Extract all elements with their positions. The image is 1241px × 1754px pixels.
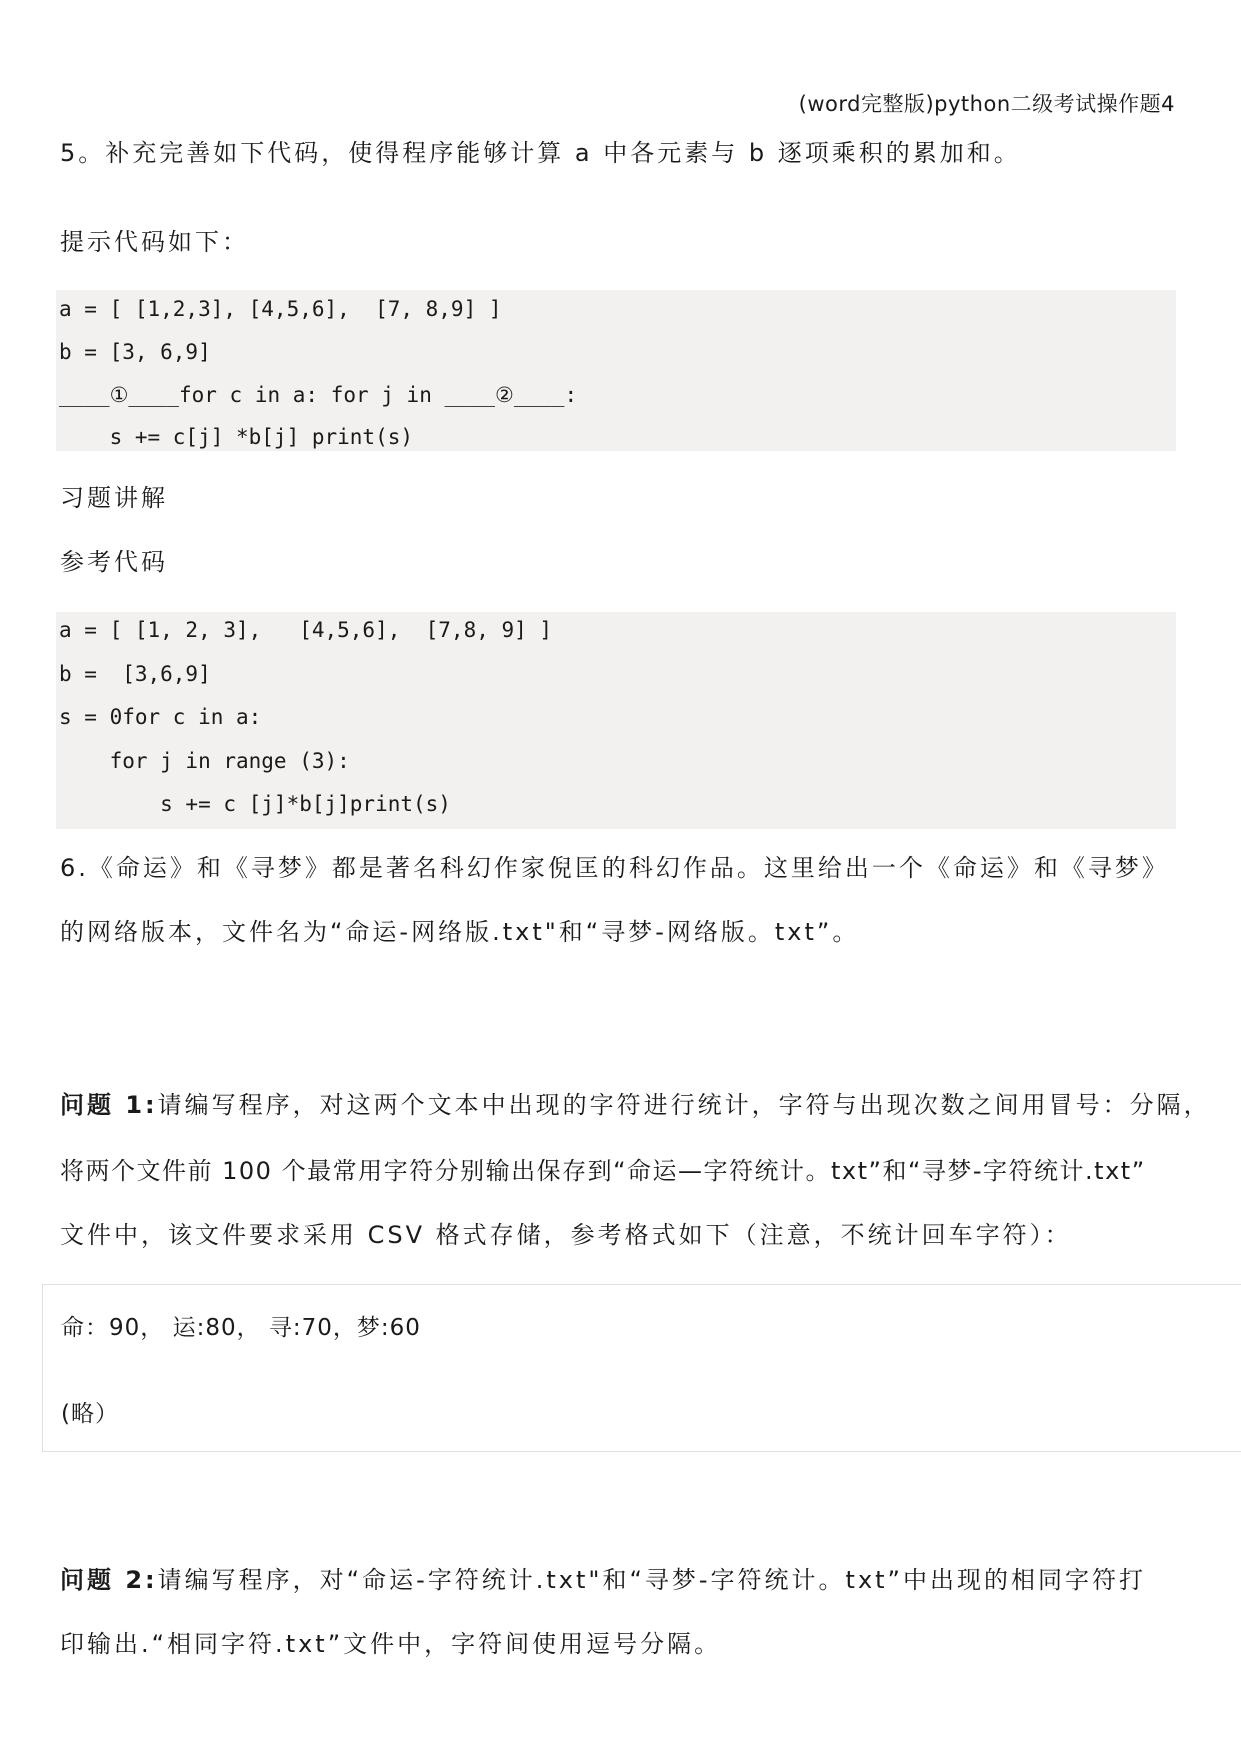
code-line: for j in range (3): [59, 749, 350, 773]
code-line: b = [3,6,9] [59, 662, 211, 686]
code-line: a = [ [1,2,3], [4,5,6], [7, 8,9] ] [59, 297, 502, 321]
code-line: s = 0for c in a: [59, 705, 262, 729]
problem1-line3: 文件中，该文件要求采用 CSV 格式存储，参考格式如下（注意，不统计回车字符）： [60, 1221, 1072, 1249]
q6-intro-line2: 的网络版本，文件名为“命运-网络版.txt"和“寻梦-网络版。txt”。 [60, 918, 860, 946]
problem2-label: 问题 2: [60, 1566, 158, 1594]
problem1-label: 问题 1: [60, 1091, 158, 1119]
hint-label: 提示代码如下： [60, 228, 249, 256]
code-line: ____①____for c in a: for j in ____②____: [59, 383, 578, 407]
explain-label: 习题讲解 [60, 484, 168, 512]
example-format-box [42, 1284, 1241, 1452]
q6-intro-line1: 6.《命运》和《寻梦》都是著名科幻作家倪匡的科幻作品。这里给出一个《命运》和《寻梦》 [60, 854, 1169, 882]
code-line: b = [3, 6,9] [59, 340, 211, 364]
code-line: s += c[j] *b[j] print(s) [59, 425, 414, 449]
problem1-line2: 将两个文件前 100 个最常用字符分别输出保存到“命运—字符统计。txt”和“寻梦-字符统计.txt” [60, 1157, 1146, 1185]
hint-code-block [56, 290, 1176, 451]
page-header: (word完整版)python二级考试操作题4 [798, 92, 1175, 116]
problem2-line2: 印输出.“相同字符.txt”文件中，字符间使用逗号分隔。 [60, 1630, 722, 1658]
problem1-line1: 问题 1:请编写程序，对这两个文本中出现的字符进行统计，字符与出现次数之间用冒号：分隔， [60, 1091, 1211, 1119]
example-line: 命：90， 运:80， 寻:70，梦:60 [61, 1315, 421, 1341]
code-line: s += c [j]*b[j]print(s) [59, 792, 451, 816]
code-line: a = [ [1, 2, 3], [4,5,6], [7,8, 9] ] [59, 618, 553, 642]
example-line: (略） [61, 1401, 119, 1427]
q5-title: 5。补充完善如下代码，使得程序能够计算 a 中各元素与 b 逐项乘积的累加和。 [60, 139, 1021, 167]
ref-label: 参考代码 [60, 548, 168, 576]
problem2-line1: 问题 2:请编写程序，对“命运-字符统计.txt"和“寻梦-字符统计。txt”中出现的相同字符打 [60, 1566, 1146, 1594]
ref-code-block [56, 612, 1176, 829]
